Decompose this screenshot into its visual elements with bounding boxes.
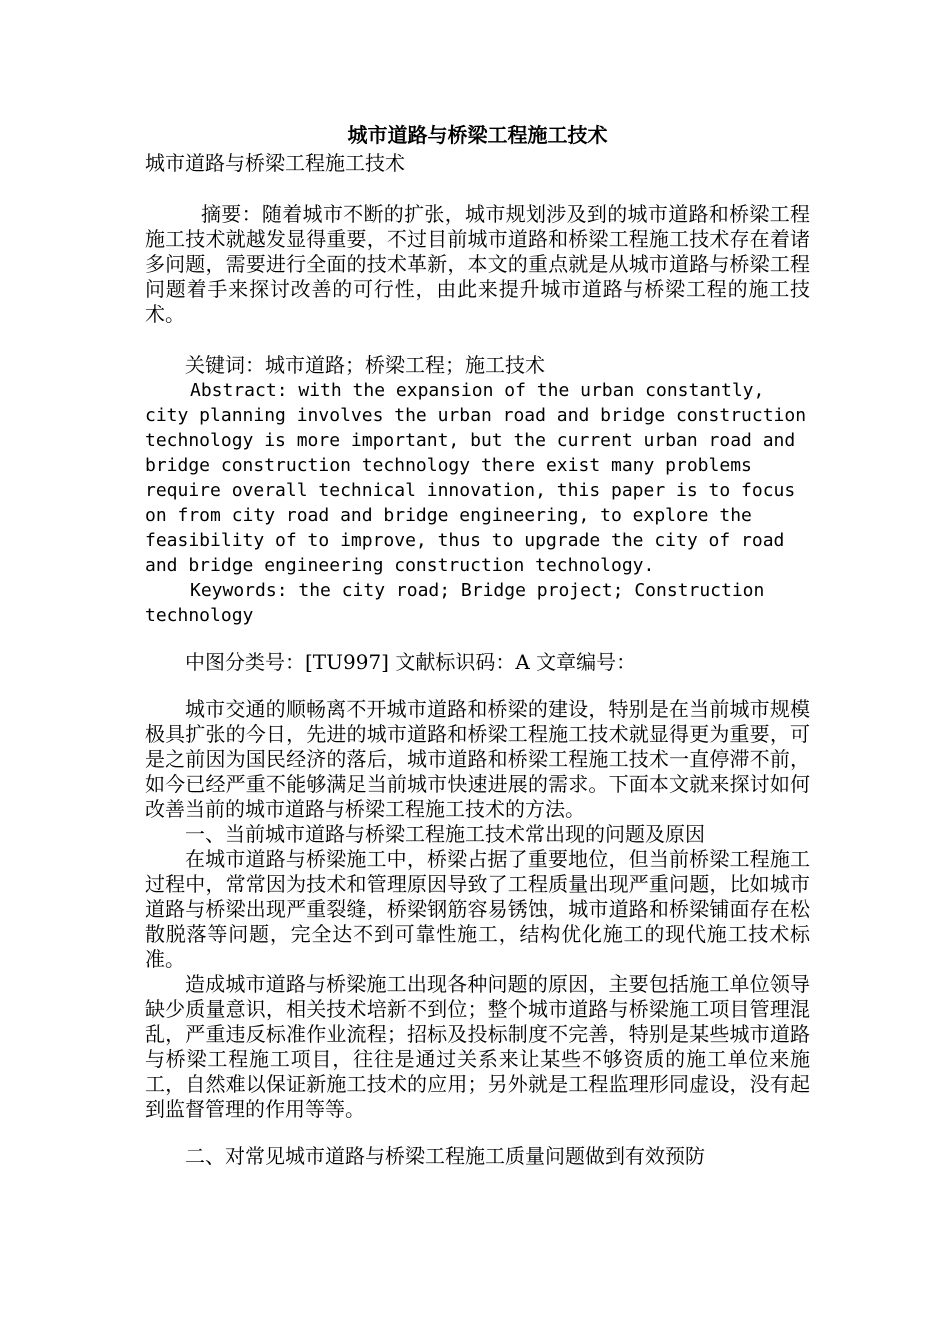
spacer bbox=[145, 628, 810, 650]
spacer bbox=[145, 176, 810, 202]
intro-paragraph: 城市交通的顺畅离不开城市道路和桥梁的建设，特别是在当前城市规模极具扩张的今日，先进的城市道路和桥梁工程施工技术就显得更为重要，可是之前因为国民经济的落后，城市道路和桥梁工程施工技术一直停滞不前，如今已经严重不能够满足当前城市快速进展的需求。下面本文就来探讨如何改善当前的城市道路与桥梁工程施工技术的方法。 bbox=[145, 697, 810, 821]
document-title: 城市道路与桥梁工程施工技术 bbox=[347, 123, 608, 147]
spacer bbox=[145, 675, 810, 697]
section-1-heading: 一、当前城市道路与桥梁工程施工技术常出现的问题及原因 bbox=[185, 822, 705, 846]
abstract-english: Abstract: with the expansion of the urban constantly, city planning involves the urban road and bridge construction technology is more important, but the current urban road and bridge construction technology there exist many problems require overall technical innovation, this paper is to focus on from city road and bridge engineering, to explore the feasibility of to improve, thus to upgrade the city of road and bridge engineering construction technology. bbox=[145, 380, 807, 576]
spacer bbox=[145, 1122, 810, 1144]
spacer bbox=[145, 327, 810, 353]
keywords-english: Keywords: the city road; Bridge project; Construction technology bbox=[145, 580, 765, 626]
classification-line: 中图分类号：[TU997] 文献标识码：A 文章编号： bbox=[185, 650, 637, 674]
keywords-chinese: 关键词：城市道路；桥梁工程；施工技术 bbox=[185, 353, 545, 377]
section-2-heading: 二、对常见城市道路与桥梁工程施工质量问题做到有效预防 bbox=[185, 1144, 705, 1168]
section-1-paragraph-2: 造成城市道路与桥梁施工出现各种问题的原因，主要包括施工单位领导缺少质量意识，相关技术培新不到位；整个城市道路与桥梁施工项目管理混乱，严重违反标准作业流程；招标及投标制度不完善，特别是某些城市道路与桥梁工程施工项目，往往是通过关系来让某些不够资质的施工单位来施工，自然难以保证新施工技术的应用；另外就是工程监理形同虚设，没有起到监督管理的作用等等。 bbox=[145, 972, 810, 1121]
section-1-paragraph-1: 在城市道路与桥梁施工中，桥梁占据了重要地位，但当前桥梁工程施工过程中，常常因为技术和管理原因导致了工程质量出现严重问题，比如城市道路与桥梁出现严重裂缝，桥梁钢筋容易锈蚀，城市道路和桥梁铺面存在松散脱落等问题，完全达不到可靠性施工，结构优化施工的现代施工技术标准。 bbox=[145, 847, 810, 971]
document-page bbox=[145, 120, 810, 1169]
document-subtitle: 城市道路与桥梁工程施工技术 bbox=[145, 151, 405, 175]
abstract-chinese: 摘要：随着城市不断的扩张，城市规划涉及到的城市道路和桥梁工程施工技术就越发显得重要，不过目前城市道路和桥梁工程施工技术存在着诸多问题，需要进行全面的技术革新，本文的重点就是从城市道路与桥梁工程问题着手来探讨改善的可行性，由此来提升城市道路与桥梁工程的施工技术。 bbox=[145, 202, 810, 326]
